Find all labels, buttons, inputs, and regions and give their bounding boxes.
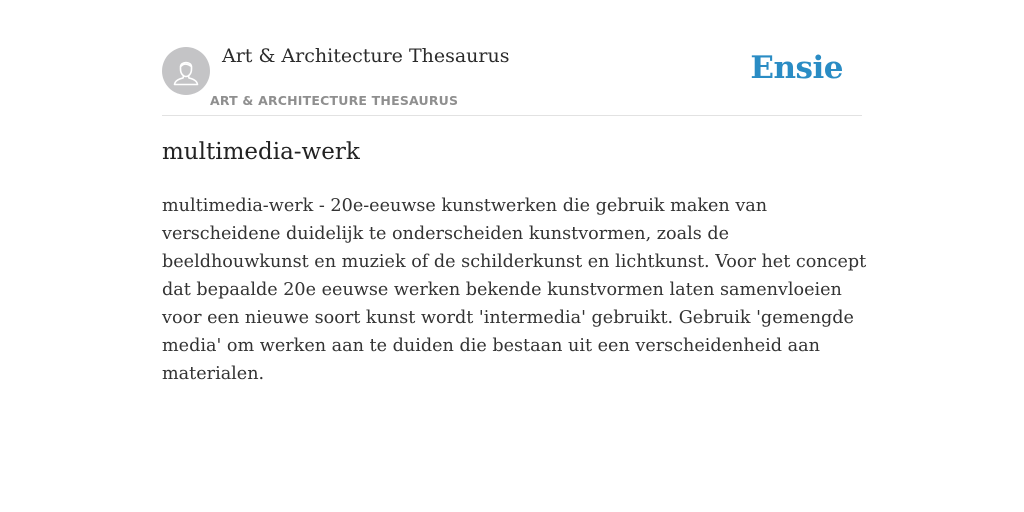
source-label[interactable]: ART & ARCHITECTURE THESAURUS <box>210 93 459 108</box>
entry-header <box>162 0 862 116</box>
avatar[interactable] <box>162 47 210 95</box>
ensie-logo[interactable]: Ensie <box>750 50 843 86</box>
entry-definition: multimedia-werk - 20e-eeuwse kunstwerken die gebruik maken van verscheidene duidelijk te onderscheiden kunstvormen, zoals de beeldhouwkunst en muziek of de schilderkunst en lichtkunst. Voor het concept dat bepaalde 20e eeuwse werken bekende kunstvormen laten samenvloeien voor een nieuwe soort kunst wordt 'intermedia' gebruikt. Gebruik 'gemengde media' om werken aan te duiden die bestaan uit een verscheidenheid aan materialen. <box>162 196 867 384</box>
entry-title: multimedia-werk <box>162 139 360 165</box>
author-name[interactable]: Art & Architecture Thesaurus <box>222 45 510 67</box>
user-silhouette-icon <box>162 47 210 95</box>
entry-card <box>162 0 867 384</box>
